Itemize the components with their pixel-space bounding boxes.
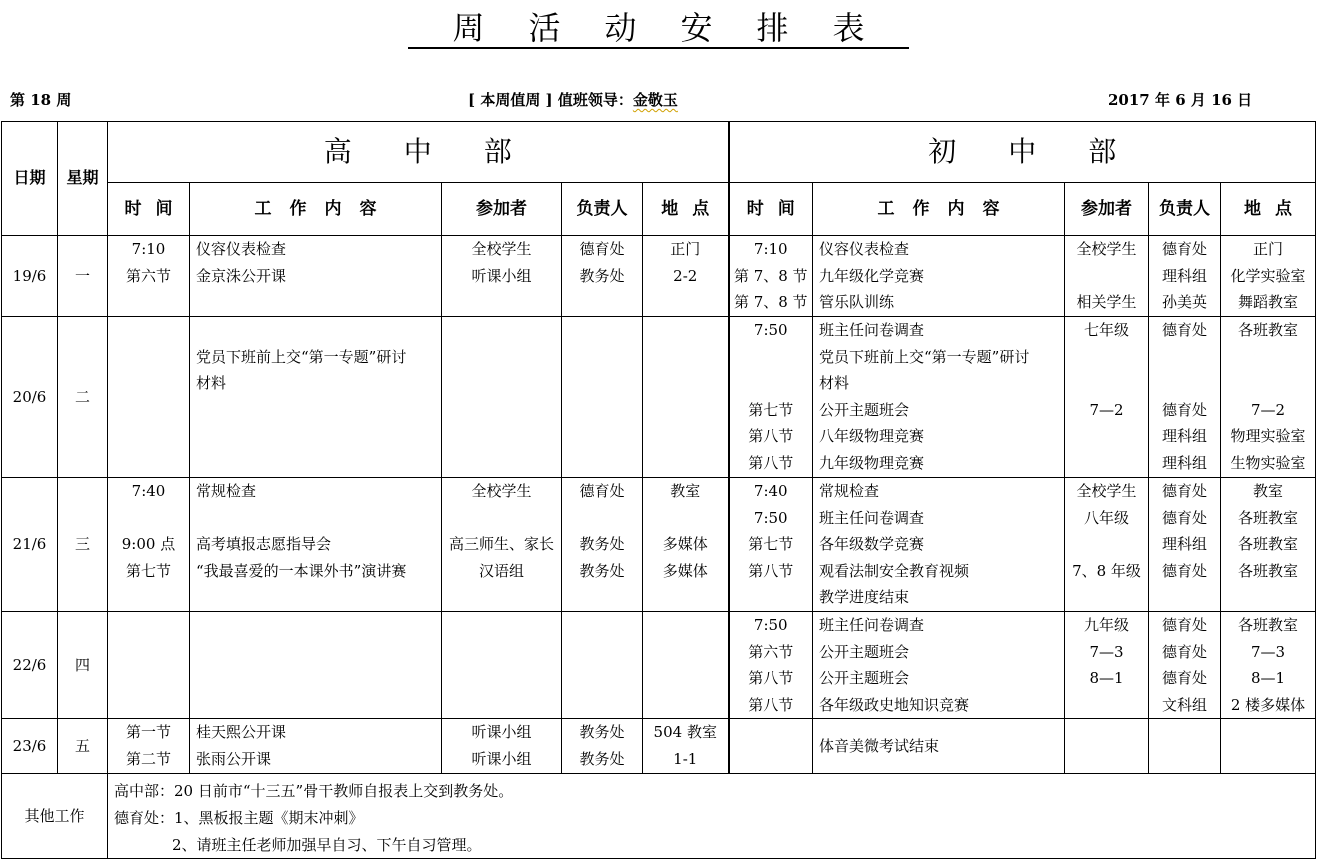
middle-location-cell	[1221, 236, 1316, 317]
middle-location-line: 7—2	[1250, 400, 1286, 419]
middle-content-line: 观看法制安全教育视频	[819, 561, 970, 580]
middle-participants-cell	[1065, 236, 1149, 317]
page-title: 周活动安排表	[0, 6, 1317, 50]
high-location-line: 多媒体	[662, 535, 708, 554]
middle-participants-cell	[1065, 719, 1149, 774]
high-participants-line: 高三师生、家长	[448, 535, 554, 554]
high-content-line: 党员下班前上交“第一专题”研讨	[196, 347, 407, 366]
middle-content-cell	[813, 612, 1065, 719]
high-content-cell	[190, 236, 442, 317]
row-weekday: 四	[58, 612, 108, 719]
middle-time-line: 第 7、8 节	[733, 293, 808, 312]
high-participants-cell	[442, 317, 562, 478]
high-location-line: 多媒体	[662, 561, 708, 580]
high-owner-line: 德育处	[579, 482, 625, 500]
middle-time-line: 7:50	[753, 508, 788, 527]
middle-owner-cell	[1149, 478, 1221, 612]
middle-location-line: 生物实验室	[1230, 453, 1306, 472]
middle-content-line: 各年级数学竞赛	[819, 535, 925, 554]
middle-location-cell	[1221, 719, 1316, 774]
high-content-line: 高考填报志愿指导会	[196, 535, 332, 554]
middle-owner-line: 德育处	[1161, 400, 1207, 419]
col-weekday: 星期	[58, 122, 108, 236]
middle-owner-line	[1149, 344, 1220, 371]
middle-content-line: 各年级政史地知识竞赛	[819, 695, 970, 714]
high-location-line: 2-2	[673, 266, 698, 285]
middle-owner-cell	[1149, 612, 1221, 719]
middle-content-cell	[813, 317, 1065, 478]
table-row	[2, 236, 1316, 317]
middle-location-line	[1221, 344, 1315, 371]
high-time-line: 7:10	[131, 240, 166, 258]
row-date: 20/6	[2, 317, 58, 478]
middle-col-content: 工作内容	[813, 183, 1065, 236]
middle-owner-line: 德育处	[1161, 508, 1207, 527]
high-owner-line: 德育处	[579, 240, 625, 258]
high-owner-line: 教务处	[579, 723, 625, 742]
middle-content-line: 材料	[819, 374, 850, 393]
middle-content-line: 党员下班前上交“第一专题”研讨	[819, 347, 1030, 366]
high-location-cell	[643, 719, 729, 774]
high-owner-cell	[562, 317, 643, 478]
high-location-cell	[643, 612, 729, 719]
middle-time-line: 第七节	[748, 535, 794, 554]
middle-content-line: 公开主题班会	[819, 642, 910, 661]
middle-content-line: 班主任问卷调查	[819, 321, 925, 339]
high-participants-line	[442, 505, 561, 532]
high-content-line: 张雨公开课	[196, 749, 272, 768]
high-time-line: 第二节	[125, 749, 171, 768]
middle-participants-line: 八年级	[1083, 508, 1129, 527]
middle-participants-line: 全校学生	[1076, 240, 1137, 258]
high-location-cell	[643, 236, 729, 317]
high-owner-line: 教务处	[579, 561, 625, 580]
table-row	[2, 612, 1316, 719]
middle-owner-line: 德育处	[1161, 321, 1207, 339]
row-weekday: 一	[58, 236, 108, 317]
middle-owner-line: 理科组	[1161, 266, 1207, 285]
middle-participants-line: 7—2	[1089, 400, 1124, 419]
middle-col-location: 地点	[1221, 183, 1316, 236]
high-participants-cell	[442, 478, 562, 612]
middle-participants-line	[1065, 263, 1148, 290]
middle-owner-line: 理科组	[1161, 427, 1207, 446]
other-work-content	[108, 774, 1316, 859]
high-col-owner: 负责人	[562, 183, 643, 236]
middle-location-line: 化学实验室	[1230, 266, 1306, 285]
middle-time-line: 第七节	[748, 400, 794, 419]
high-content-line	[196, 505, 441, 532]
middle-owner-line: 德育处	[1161, 561, 1207, 580]
high-owner-line: 教务处	[579, 266, 625, 285]
middle-owner-cell	[1149, 317, 1221, 478]
middle-content-line: 班主任问卷调查	[819, 508, 925, 527]
other-work-line: 高中部：20 日前市“十三五”骨干教师自报表上交到教务处。	[114, 782, 514, 801]
middle-content-line: 体音美微考试结束	[819, 737, 940, 756]
middle-content-line: 九年级化学竞赛	[819, 266, 925, 285]
high-content-cell	[190, 612, 442, 719]
middle-location-line: 各班教室	[1237, 321, 1298, 339]
row-date: 22/6	[2, 612, 58, 719]
high-owner-cell	[562, 478, 643, 612]
row-weekday: 三	[58, 478, 108, 612]
middle-participants-line	[1065, 450, 1148, 477]
middle-time-line	[730, 370, 813, 397]
middle-location-line: 教室	[1252, 482, 1283, 500]
table-row	[2, 478, 1316, 612]
high-location-line	[643, 505, 728, 532]
row-weekday: 五	[58, 719, 108, 774]
middle-participants-line: 相关学生	[1076, 293, 1137, 312]
middle-time-line: 第八节	[748, 453, 794, 472]
document-date: 2017 年 6 月 16 日	[1108, 91, 1253, 109]
duty-leader: 金敬玉	[632, 91, 678, 109]
middle-location-cell	[1221, 612, 1316, 719]
middle-time-line: 第八节	[748, 695, 794, 714]
middle-col-participants: 参加者	[1065, 183, 1149, 236]
week-number: 第 18 周	[10, 91, 72, 109]
other-work-line: 2、请班主任老师加强早自习、下午自习管理。	[172, 835, 482, 854]
middle-location-line: 各班教室	[1237, 561, 1298, 580]
middle-content-line: 仪容仪表检查	[819, 240, 910, 258]
high-owner-line: 教务处	[579, 535, 625, 554]
middle-time-cell	[729, 317, 813, 478]
middle-owner-line: 德育处	[1161, 642, 1207, 661]
middle-participants-line: 七年级	[1083, 321, 1129, 339]
middle-content-line: 九年级物理竞赛	[819, 453, 925, 472]
middle-content-line: 常规检查	[819, 482, 880, 500]
high-school-header: 高中部	[108, 122, 729, 183]
middle-participants-line: 8—1	[1089, 669, 1124, 688]
high-col-content: 工作内容	[190, 183, 442, 236]
high-location-cell	[643, 317, 729, 478]
col-date: 日期	[2, 122, 58, 236]
high-location-line: 1-1	[673, 749, 698, 768]
high-location-line: 正门	[670, 240, 701, 258]
high-participants-line: 全校学生	[471, 240, 532, 258]
middle-time-line: 第八节	[748, 561, 794, 580]
high-time-line: 第一节	[125, 723, 171, 742]
middle-owner-cell	[1149, 719, 1221, 774]
middle-owner-line: 德育处	[1161, 669, 1207, 688]
middle-time-cell	[729, 236, 813, 317]
middle-content-line: 八年级物理竞赛	[819, 427, 925, 446]
middle-time-cell	[729, 478, 813, 612]
middle-time-line: 7:40	[753, 482, 788, 500]
middle-content-line: 班主任问卷调查	[819, 616, 925, 634]
high-content-cell	[190, 719, 442, 774]
high-time-cell	[108, 478, 190, 612]
middle-content-line: 管乐队训练	[819, 293, 895, 312]
middle-owner-line: 孙美英	[1161, 293, 1207, 312]
middle-content-line: 公开主题班会	[819, 669, 910, 688]
high-time-cell	[108, 719, 190, 774]
high-time-line: 第六节	[125, 266, 171, 285]
middle-location-cell	[1221, 317, 1316, 478]
middle-participants-cell	[1065, 478, 1149, 612]
row-weekday: 二	[58, 317, 108, 478]
high-content-line: 常规检查	[196, 482, 257, 500]
high-participants-cell	[442, 719, 562, 774]
duty-info	[468, 90, 678, 110]
high-location-cell	[643, 478, 729, 612]
middle-content-cell	[813, 478, 1065, 612]
middle-location-line: 舞蹈教室	[1237, 293, 1298, 312]
row-date: 23/6	[2, 719, 58, 774]
middle-location-line: 7—3	[1250, 642, 1286, 661]
middle-time-line: 7:50	[753, 321, 788, 339]
high-time-cell	[108, 236, 190, 317]
middle-participants-line: 全校学生	[1076, 482, 1137, 500]
high-content-line	[196, 317, 441, 344]
table-row	[2, 719, 1316, 774]
high-participants-line: 全校学生	[471, 482, 532, 500]
middle-participants-line	[1065, 344, 1148, 371]
row-date: 19/6	[2, 236, 58, 317]
high-time-line: 7:40	[131, 482, 166, 500]
middle-owner-line: 文科组	[1161, 695, 1207, 714]
middle-owner-line: 理科组	[1161, 535, 1207, 554]
middle-content-cell	[813, 236, 1065, 317]
middle-participants-cell	[1065, 317, 1149, 478]
middle-participants-line: 7、8 年级	[1072, 561, 1141, 580]
high-content-line: 仪容仪表检查	[196, 240, 287, 258]
high-owner-cell	[562, 612, 643, 719]
high-content-line: “我最喜爱的一本课外书”演讲赛	[196, 561, 407, 580]
high-owner-cell	[562, 236, 643, 317]
middle-time-line: 7:50	[753, 616, 788, 634]
high-location-line: 504 教室	[653, 723, 717, 742]
high-time-line: 第七节	[125, 561, 171, 580]
middle-location-line: 8—1	[1250, 669, 1286, 688]
middle-location-line: 物理实验室	[1230, 427, 1306, 446]
middle-participants-line	[1065, 370, 1148, 397]
middle-time-line: 第六节	[748, 642, 794, 661]
middle-content-cell	[813, 719, 1065, 774]
middle-location-cell	[1221, 478, 1316, 612]
middle-participants-line: 7—3	[1089, 642, 1124, 661]
middle-participants-line	[1065, 423, 1148, 450]
middle-location-line: 正门	[1252, 240, 1283, 258]
high-owner-cell	[562, 719, 643, 774]
middle-time-line: 第八节	[748, 427, 794, 446]
high-col-participants: 参加者	[442, 183, 562, 236]
schedule-table	[1, 121, 1316, 859]
other-work-label: 其他工作	[2, 774, 108, 859]
middle-owner-line: 理科组	[1161, 453, 1207, 472]
middle-location-line: 各班教室	[1237, 508, 1298, 527]
middle-col-owner: 负责人	[1149, 183, 1221, 236]
middle-time-line: 7:10	[753, 240, 788, 258]
middle-time-cell	[729, 719, 813, 774]
middle-owner-line: 德育处	[1161, 482, 1207, 500]
high-time-line: 9:00 点	[121, 535, 176, 554]
high-participants-line: 听课小组	[471, 749, 532, 768]
high-participants-line: 听课小组	[471, 723, 532, 742]
high-location-line: 教室	[670, 482, 701, 500]
middle-owner-cell	[1149, 236, 1221, 317]
middle-col-time: 时间	[729, 183, 813, 236]
middle-owner-line	[1149, 370, 1220, 397]
table-row	[2, 317, 1316, 478]
high-content-cell	[190, 478, 442, 612]
middle-time-line: 第 7、8 节	[733, 266, 808, 285]
middle-participants-line: 九年级	[1083, 616, 1129, 634]
middle-participants-cell	[1065, 612, 1149, 719]
middle-time-line: 第八节	[748, 669, 794, 688]
high-time-cell	[108, 612, 190, 719]
middle-participants-line	[1065, 692, 1148, 719]
middle-school-header: 初中部	[729, 122, 1316, 183]
high-owner-line	[562, 505, 642, 532]
high-content-line: 材料	[196, 374, 227, 393]
middle-content-line: 教学进度结束	[819, 588, 910, 607]
middle-time-line	[730, 344, 813, 371]
middle-owner-line: 德育处	[1161, 240, 1207, 258]
middle-location-line	[1221, 370, 1315, 397]
high-participants-cell	[442, 236, 562, 317]
high-participants-line: 汉语组	[478, 561, 524, 580]
high-col-time: 时间	[108, 183, 190, 236]
high-participants-cell	[442, 612, 562, 719]
other-work-line: 德育处：1、黑板报主题《期末冲刺》	[114, 808, 364, 827]
high-content-line: 桂天熙公开课	[196, 723, 287, 742]
middle-location-line: 2 楼多媒体	[1230, 695, 1306, 714]
high-time-line	[108, 505, 189, 532]
high-time-cell	[108, 317, 190, 478]
middle-location-line: 各班教室	[1237, 616, 1298, 634]
middle-location-line: 各班教室	[1237, 535, 1298, 554]
high-content-cell	[190, 317, 442, 478]
high-content-line: 金京洙公开课	[196, 266, 287, 285]
high-participants-line: 听课小组	[471, 266, 532, 285]
middle-content-line: 公开主题班会	[819, 400, 910, 419]
row-date: 21/6	[2, 478, 58, 612]
middle-time-cell	[729, 612, 813, 719]
duty-prefix: [ 本周值周 ] 值班领导：	[468, 91, 633, 109]
high-col-location: 地点	[643, 183, 729, 236]
high-owner-line: 教务处	[579, 749, 625, 768]
middle-participants-line	[1065, 531, 1148, 558]
middle-owner-line: 德育处	[1161, 616, 1207, 634]
